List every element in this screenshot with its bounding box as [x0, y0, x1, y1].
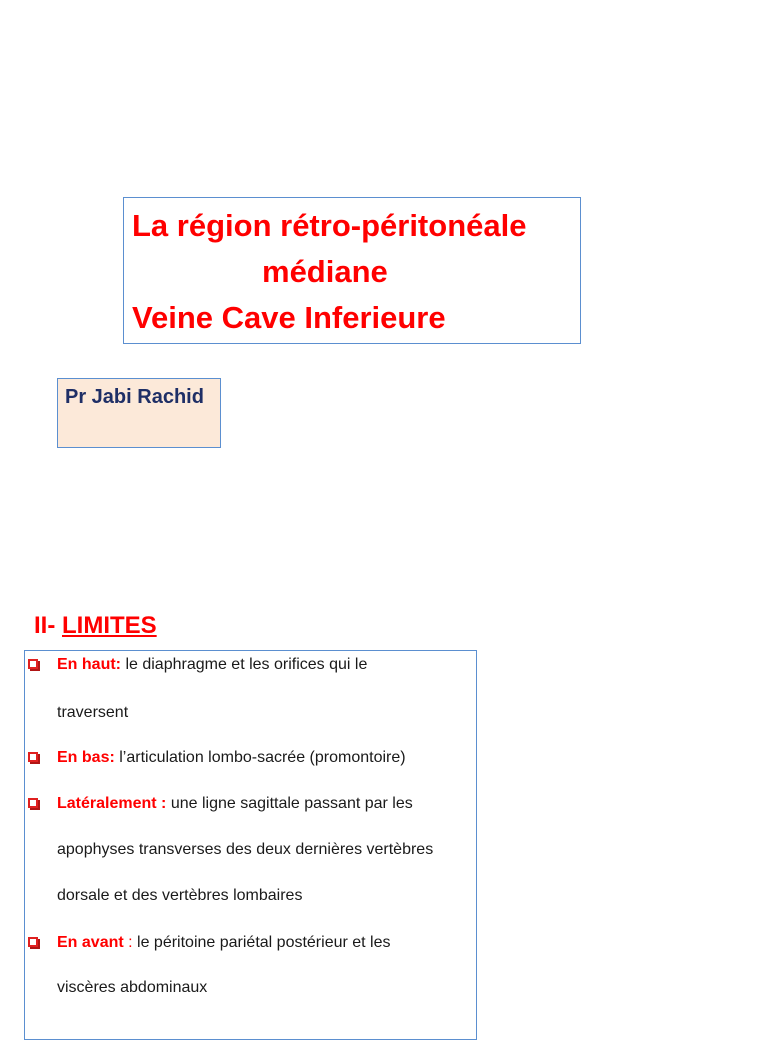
limit-lateral-line-2: apophyses transverses des deux dernières vertèbres [57, 841, 434, 858]
square-bullet-icon [28, 937, 38, 947]
limit-lateral-line-3: dorsale et des vertèbres lombaires [57, 887, 303, 904]
limit-lateral-label: Latéralement : [57, 795, 167, 812]
section-title: LIMITES [62, 612, 157, 639]
limit-bas-label: En bas: [57, 749, 115, 766]
square-bullet-icon [28, 659, 38, 669]
limit-avant-text-1: le péritoine pariétal postérieur et les [132, 934, 391, 951]
limit-avant-colon: : [123, 934, 133, 951]
limit-haut-line-2: traversent [57, 704, 129, 721]
square-bullet-icon [28, 752, 38, 762]
title-box [123, 197, 581, 344]
limits-box [24, 650, 477, 1040]
limit-bas-text-1: l’articulation lombo-sacrée (promontoire) [114, 749, 406, 766]
section-number: II- [34, 612, 56, 639]
title-line-2: médiane [262, 254, 388, 289]
limit-bas-line-1 [57, 748, 406, 768]
limit-avant-label: En avant [57, 934, 124, 951]
title-line-3: Veine Cave Inferieure [132, 300, 446, 335]
square-bullet-icon [28, 798, 38, 808]
limit-haut-label: En haut: [57, 656, 121, 673]
limit-lateral-line-1 [57, 794, 413, 814]
limit-lateral-text-1: une ligne sagittale passant par les [166, 795, 413, 812]
section-heading [34, 611, 157, 641]
limit-haut-text-1: le diaphragme et les orifices qui le [121, 656, 368, 673]
limit-avant-line-2: viscères abdominaux [57, 979, 208, 996]
author-name: Pr Jabi Rachid [65, 386, 204, 408]
title-line-1: La région rétro-péritonéale [132, 208, 527, 243]
author-box [57, 378, 221, 448]
limit-haut-line-1 [57, 655, 367, 675]
limit-avant-line-1 [57, 933, 391, 953]
